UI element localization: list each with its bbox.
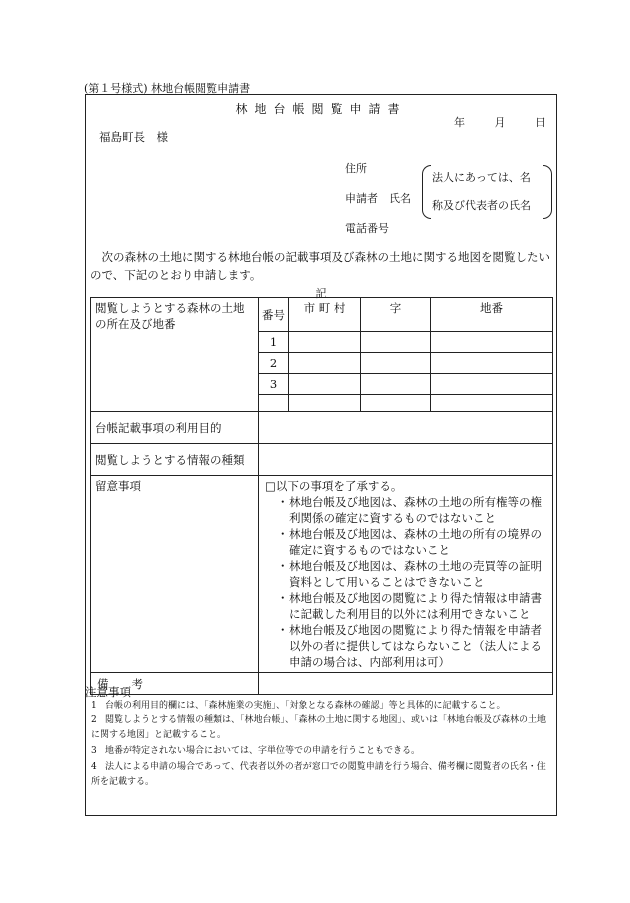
right-bracket — [543, 165, 552, 219]
note-item: 2 閲覧しようとする情報の種類は、「林地台帳」、「森林の土地に関する地図」、或いは「林地台帳及び森林の土地に関する地図」と記載すること。 — [91, 715, 547, 740]
notice-item: ・ 林地台帳及び地図の閲覧により得た情報を申請者以外の者に提供してはならないこと（法人による申請の場合は、内部利用は可） — [277, 622, 548, 670]
col-chiban-header: 地番 — [431, 298, 553, 332]
aza-cell[interactable] — [361, 332, 431, 353]
corp-note-line1: 法人にあっては、名 — [432, 171, 531, 184]
note-item: 4 法人による申請の場合であって、代表者以外の者が窓口での閲覧申請を行う場合、備考欄に閲覧者の氏名・住所を記載する。 — [91, 762, 546, 787]
aza-cell[interactable] — [361, 374, 431, 395]
row-number: 1 — [259, 332, 289, 353]
application-table — [90, 297, 553, 695]
info-type-field[interactable] — [259, 444, 553, 476]
date-month-label: 月 — [494, 116, 506, 129]
chiban-cell[interactable] — [431, 332, 553, 353]
request-statement: 次の森林の土地に関する林地台帳の記載事項及び森林の土地に関する地図を閲覧したいので、下記のとおり申請します。 — [90, 250, 550, 282]
date-line — [428, 114, 546, 130]
phone-label: 電話番号 — [345, 222, 389, 235]
notes-title: 注意事項 — [85, 685, 131, 699]
ki-heading: 記 — [315, 287, 327, 300]
notice-item: ・ 林地台帳及び地図は、森林の土地の所有の境界の確定に資するものではないこと — [277, 526, 548, 558]
purpose-label: 台帳記載事項の利用目的 — [91, 412, 259, 444]
address-label: 住所 — [345, 162, 367, 175]
remarks-label: 備 考 — [91, 673, 259, 695]
page-title: 林地台帳閲覧申請書 — [235, 102, 407, 116]
notice-item: ・ 林地台帳及び地図は、森林の土地の売買等の証明資料として用いることはできないこと — [277, 558, 548, 590]
addressee: 福島町長 様 — [99, 130, 168, 144]
form-label: (第１号様式) 林地台帳閲覧申請書 — [84, 82, 251, 95]
notice-acknowledge-checkbox[interactable]: □以下の事項を了承する。 — [265, 479, 403, 493]
note-item: 3 地番が特定されない場合においては、字単位等での申請を行うこともできる。 — [91, 746, 421, 756]
location-label: 閲覧しようとする森林の土地の所在及び地番 — [91, 298, 259, 412]
col-aza-header: 字 — [361, 298, 431, 332]
row-number: 2 — [259, 353, 289, 374]
chiban-cell[interactable] — [431, 353, 553, 374]
notice-list — [263, 494, 548, 670]
remarks-field[interactable] — [259, 673, 553, 695]
chiban-cell[interactable] — [431, 395, 553, 412]
row-number — [259, 395, 289, 412]
date-year-label: 年 — [454, 116, 465, 129]
aza-cell[interactable] — [361, 353, 431, 374]
notice-label: 留意事項 — [91, 476, 259, 673]
chiban-cell[interactable] — [431, 374, 553, 395]
notice-cell — [259, 476, 553, 673]
notice-item: ・ 林地台帳及び地図の閲覧により得た情報は申請書に記載した利用目的以外には利用できないこと — [277, 590, 548, 622]
aza-cell[interactable] — [361, 395, 431, 412]
row-number: 3 — [259, 374, 289, 395]
corporate-name-note — [422, 165, 552, 225]
col-city-header: 市 町 村 — [289, 298, 361, 332]
corp-note-line2: 称及び代表者の氏名 — [432, 199, 531, 212]
info-type-label: 閲覧しようとする情報の種類 — [91, 444, 259, 476]
city-cell[interactable] — [289, 374, 361, 395]
city-cell[interactable] — [289, 353, 361, 374]
notice-item: ・ 林地台帳及び地図は、森林の土地の所有権等の権利関係の確定に資するものではないこと — [277, 494, 548, 526]
city-cell[interactable] — [289, 332, 361, 353]
note-item: 1 台帳の利用目的欄には、「森林施業の実施」、「対象となる森林の確認」等と具体的に記載すること。 — [91, 701, 506, 711]
date-day-label: 日 — [535, 116, 546, 129]
col-number-header: 番号 — [259, 298, 289, 332]
city-cell[interactable] — [289, 395, 361, 412]
applicant-name-label: 申請者 氏名 — [345, 192, 411, 205]
purpose-field[interactable] — [259, 412, 553, 444]
left-bracket — [422, 165, 431, 219]
